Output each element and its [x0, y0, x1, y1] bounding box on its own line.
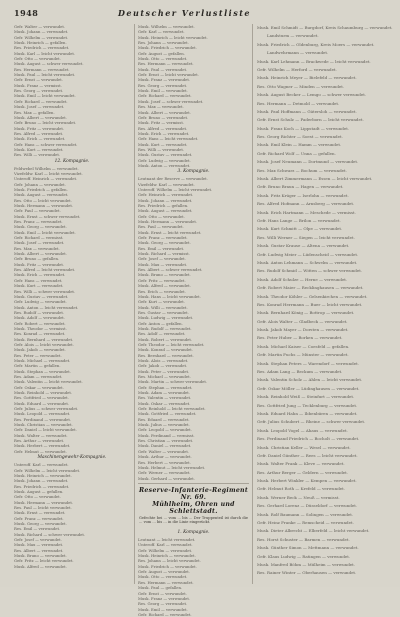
list-item: Vizefeldw. Karl — verwundet. [138, 181, 195, 187]
list-item: Res. Georg — verwundet. [138, 601, 188, 607]
list-item: Landsturm — verwundet. [267, 33, 319, 39]
list-item: Musk. Erich — verwundet. [138, 130, 190, 136]
list-item: Musk. Anton Lehmann — Schwelm — verwundet. [257, 259, 358, 265]
list-item: Musk. Eduard Hahn — Ibbenbüren — verwundet. [257, 410, 358, 416]
list-item: Gefr. Hans — leicht verwundet. [138, 136, 199, 142]
list-item: Musk. Fritz Krüger — Iserlohn — verwundet. [257, 192, 349, 198]
list-item: Gefr. Richard — verwundet. [138, 93, 192, 99]
list-item: Res. Arthur — verwundet. [14, 438, 65, 444]
list-item: Musk. Gerhard — verwundet. [138, 475, 196, 481]
list-item: Gefr. Wilhelm — verwundet. [14, 34, 69, 40]
left-block-a [14, 24, 130, 158]
right-block-a [257, 24, 393, 578]
list-item: Vizefeldw. Karl — leicht verwundet. [14, 170, 83, 176]
list-item: Res. Ferdinand — verwundet. [14, 416, 72, 422]
list-item: Gefr. Fritz — leicht verwundet. [14, 558, 74, 564]
list-item: Res. Alfred — verwundet. [138, 125, 188, 131]
list-item: Landwehrmann — verwundet. [267, 50, 329, 56]
list-item: Musk. Josef — verwundet. [14, 240, 65, 246]
list-item: Musk. Michael — verwundet. [14, 357, 71, 363]
list-item: Musk. Heinrich — leicht verwundet. [138, 34, 208, 40]
list-item: Musk. Bruno — verwundet. [14, 553, 67, 558]
list-item: Res. Franz — verwundet. [14, 219, 63, 225]
list-item: Res. Albert — schwer verwundet. [138, 267, 203, 273]
mid-subhead-1: 3. Kompagnie. [177, 169, 210, 175]
list-item: Res. Michael — verwundet. [138, 374, 191, 379]
list-item: Musk. Ferdinand — vermisst. [138, 432, 195, 438]
list-item: Gefr. Richard — verwundet. [138, 611, 192, 617]
list-item: Musk. Martin — schwer verwundet. [138, 379, 208, 385]
list-item: Musk. Arthur — verwundet. [138, 454, 192, 460]
list-item: Res. Georg — verwundet. [14, 88, 64, 94]
list-item: Res. Friedrich — verwundet. [14, 483, 70, 489]
list-item: Musk. Christian Keller — Wesel — verwundet. [257, 444, 351, 450]
list-item: Unteroff. Karl — verwundet. [138, 542, 193, 548]
list-item: Musk. Albert — verwundet. [138, 109, 191, 115]
list-item: Gefr. Reinhold — leicht verwundet. [138, 406, 206, 412]
list-item: Gefr. Stephan — verwundet. [138, 384, 193, 390]
list-item: Gefr. Julius — schwer verwundet. [14, 406, 79, 412]
list-item: Musk. Manfred Böhm — Mülheim — verwundet. [257, 562, 356, 567]
list-item: Res. Paul — verwundet. [138, 224, 184, 230]
list-item: Musk. Kurt — verwundet. [138, 141, 188, 147]
list-item: Gefr. Franz — verwundet. [14, 515, 64, 521]
list-item: Musk. Daniel — verwundet. [138, 443, 192, 449]
list-item: Gefr. Bruno Braun — Hagen — verwundet. [257, 184, 344, 190]
list-item: Musk. Friedrich — gefallen. [14, 186, 68, 192]
list-item: Gefr. Robert — verwundet. [14, 320, 66, 326]
list-item: Res. Emil — verwundet. [14, 526, 61, 532]
list-item: Musk. Georg — verwundet. [14, 520, 67, 526]
list-item: Res. Georg — verwundet. [138, 82, 188, 88]
list-item: Musk. Otto — verwundet. [138, 56, 188, 62]
list-item: Res. Friedrich — verwundet. [14, 45, 70, 51]
list-item: Musk. Rudolf — verwundet. [138, 325, 192, 331]
mid-block-a [138, 24, 249, 168]
mid-block-b [138, 176, 249, 481]
list-item: Musk. Hans — leicht verwundet. [138, 293, 201, 299]
regiment-subtitle: Mühlheim, Ohren und Schlettstadt. [152, 500, 235, 515]
list-item: Res. Johann — verwundet. [138, 40, 189, 46]
left-column [14, 24, 134, 584]
section-rule [138, 483, 249, 484]
list-item: Musk. Adam — verwundet. [138, 390, 191, 396]
list-item: Musk. Max — verwundet. [138, 261, 188, 267]
list-item: Gefr. Johann — verwundet. [14, 181, 66, 187]
list-item: Musk. Richard — vermisst. [138, 251, 191, 257]
list-item: Gefr. Bruno — verwundet. [138, 114, 189, 120]
list-item: Gefr. Richard Wolf — Unna — gefallen. [257, 150, 336, 156]
list-item: Gefr. Theodor — leicht verwundet. [138, 341, 205, 347]
list-item: Gefr. Otto — verwundet. [14, 56, 61, 62]
list-item: Musk. Ludwig — verwundet. [138, 315, 194, 321]
list-item: Res. Peter Huber — Borken — verwundet. [257, 335, 343, 341]
list-item: Musk. August — verwundet. [138, 208, 193, 214]
list-item: Gefr. Oskar Möller — Lüdinghausen — verwundet. [257, 385, 360, 391]
list-item: Res. Hermann — verwundet. [138, 579, 194, 585]
list-item: Musk. Bruno — verwundet. [138, 272, 191, 278]
list-item: Musk. Anton — leicht verwundet. [14, 304, 79, 310]
list-item: Res. Arthur Berger — Geldern — verwundet. [257, 469, 349, 475]
list-item: Res. Rudolf Schmid — Witten — schwer verwundet. [257, 268, 363, 274]
list-item: Musk. Gustav — verwundet. [14, 293, 69, 299]
list-item: Gefr. Ernst — verwundet. [14, 77, 63, 83]
list-item: Res. Alfred Hofmann — Arnsberg — verwundet. [257, 201, 355, 207]
list-item: Gefr. Heinz Franke — Remscheid — verwundet. [257, 520, 354, 526]
list-item: Res. Gustav — verwundet. [138, 309, 189, 315]
list-item: Gefr. Ernst Schulz — Paderborn — leicht verwundet. [257, 117, 364, 123]
list-item: Musk. Kurt — verwundet. [14, 283, 64, 289]
list-item: Musk. Gustav — verwundet. [138, 152, 193, 158]
list-item: Musk. Erich — verwundet. [14, 272, 66, 278]
list-item: Musk. Hermann — verwundet. [138, 219, 198, 225]
list-item: Musk. Walter — verwundet. [14, 432, 68, 438]
list-item: Res. Max — gefallen. [14, 109, 55, 115]
list-item: Musk. Johann — verwundet. [14, 29, 69, 35]
list-item: Musk. Reinhold Weiß — Steinfurt — verwundet. [257, 394, 355, 400]
list-item: Gefr. Klaus Ludwig — Ratingen — verwundet. [257, 553, 351, 559]
page-number: 1948 [14, 8, 39, 18]
list-item: Res. Willi Werner — Siegen — leicht verwundet. [257, 234, 355, 240]
list-item: Musk. Christian — verwundet. [14, 422, 73, 428]
list-item: Feldwebel Wilhelm — verwundet. [14, 165, 79, 171]
list-item: Musk. Josef — verwundet. [14, 104, 65, 110]
list-item: Leutnant der Reserve — verwundet. [138, 176, 208, 182]
list-item: Res. Gottfried — verwundet. [14, 395, 69, 401]
list-item: Gefr. Richard — verwundet. [14, 98, 68, 104]
middle-column [134, 24, 252, 617]
list-item: Res. Peter — verwundet. [14, 352, 62, 358]
list-item: Gefr. Jakob — verwundet. [138, 363, 188, 369]
list-item: Res. Ferdinand Friedrich — Bocholt — verwundet. [257, 436, 360, 442]
list-item: Musk. Friedrich — Oldenburg, Kreis Moers — verwundet. [257, 41, 375, 47]
list-item: Musk. Leopold — verwundet. [14, 411, 71, 417]
list-item: Gefr. Martin — gefallen. [14, 363, 61, 369]
list-item: Musk. Wilhelm — verwundet. [138, 24, 195, 29]
list-item: Musk. Ernst — verwundet. [14, 510, 66, 516]
page-title: Deutscher Verlustliste [117, 8, 251, 18]
list-item: Unteroff. Karl — verwundet. [14, 462, 69, 468]
list-item: Gefr. Bruno — leicht verwundet. [14, 120, 77, 126]
list-item: Musk. Max — verwundet. [14, 542, 64, 548]
list-item: Gefr. Alois — leicht verwundet. [14, 341, 74, 347]
list-item: Gefr. Ludwig — verwundet. [14, 299, 67, 305]
list-item: Gefr. Heinrich — verwundet. [138, 192, 194, 198]
list-item: Res. Eduard — verwundet. [138, 416, 190, 422]
list-item: Musk. August — verwundet. [14, 192, 69, 198]
list-item: Musk. Albert — verwundet. [14, 251, 67, 257]
list-item: Res. Valentin — verwundet. [138, 395, 192, 401]
list-item: Gefr. Otto — verwundet. [14, 494, 61, 500]
list-item: Res. Alfred — verwundet. [14, 130, 64, 136]
list-item: Gefr. August — verwundet. [138, 569, 191, 575]
list-item: Res. Christian — verwundet. [138, 438, 194, 444]
list-item: Gefr. Karl — verwundet. [138, 29, 185, 35]
list-item: Musk. Günther Simon — Mettmann — verwundet. [257, 545, 359, 551]
list-item: Musk. Rolf Baumann — Solingen — verwundet. [257, 511, 354, 517]
list-item: Gefr. Werner — verwundet. [138, 470, 191, 476]
list-item: Musk. Johann — verwundet. [14, 478, 69, 484]
list-item: Musk. Herbert Winkler — Kempen — verwundet. [257, 478, 357, 484]
list-item: Musk. Karl Lehmann — Brackwede — leicht verwundet. [257, 58, 371, 64]
list-item: Gefr. Daniel — leicht verwundet. [14, 427, 77, 433]
list-item: Musk. Erich — verwundet. [14, 136, 66, 142]
list-item: Res. Friedrich — gefallen. [138, 203, 189, 208]
list-item: Gefr. Walter — verwundet. [14, 24, 66, 29]
list-item: Res. Adolf — verwundet. [138, 331, 186, 337]
list-item: Gefr. Wilhelm — leicht verwundet. [14, 467, 81, 473]
list-item: Gefr. Richard — vermisst. [14, 235, 64, 241]
list-item: Musk. Fritz — vermisst. [138, 120, 185, 126]
list-item: Musk. Johann — verwundet. [138, 197, 193, 203]
list-item: Musk. Robert — verwundet. [138, 336, 193, 342]
list-item: Res. Hermann — verwundet. [138, 61, 194, 67]
list-item: Gefr. Ernst — leicht verwundet. [138, 72, 199, 78]
list-item: Gefr. Robert Maier — Recklinghausen — verwundet. [257, 285, 364, 291]
list-item: Musk. Franz Koch — Lippstadt — verwundet. [257, 125, 350, 131]
list-item: Musk. Heinrich Meyer — Bielefeld — verwundet. [257, 75, 357, 81]
list-item: Res. Horst Schuster — Barmen — verwundet. [257, 536, 350, 542]
regiment-notice-body: Gefechte bei ... vom ... bis ... Der Truppenteil ist durch die ... vom ... bis ... in die Linie eingerückt. [139, 515, 248, 525]
list-item: Res. Adam Lang — Beckum — verwundet. [257, 369, 343, 375]
list-item: Res. Erich — verwundet. [138, 288, 186, 294]
list-item: Res. Max — verwundet. [138, 104, 184, 110]
list-item: Musk. Adolf — verwundet. [14, 315, 66, 321]
text-columns [14, 24, 393, 617]
list-item: Gefr. Helmut — verwundet. [14, 448, 67, 454]
list-item: Musk. Anton — verwundet. [138, 162, 191, 168]
list-item: Musk. Heinrich — gefallen. [14, 40, 67, 46]
list-item: Gefr. Ludwig — verwundet. [138, 157, 191, 163]
list-item: Musk. Georg — verwundet. [138, 240, 191, 246]
list-item: Musk. Emil — verwundet. [138, 606, 188, 612]
page-header [14, 6, 393, 20]
list-item: Gefr. Otto — verwundet. [138, 213, 185, 219]
list-item: Gefr. Anton — gefallen. [138, 320, 183, 326]
left-block-b [14, 166, 130, 455]
list-item: Musk. Paul — verwundet. [138, 66, 188, 72]
list-item: Musk. Ernst — schwer verwundet. [14, 213, 81, 219]
list-item: Musk. Herbert — verwundet. [14, 443, 71, 449]
list-item: Musk. Hermann — verwundet. [14, 499, 74, 505]
left-subhead-1: 12. Kompagnie. [54, 158, 90, 164]
list-item: Musk. Reinhold — verwundet. [14, 390, 73, 396]
list-item: Musk. Friedrich — verwundet. [138, 45, 197, 51]
list-item: Res. Herbert — verwundet. [138, 459, 191, 465]
list-item: Musk. Albert — verwundet. [14, 114, 67, 120]
list-item: Gefr. Josef — verwundet. [138, 256, 186, 262]
list-item: Gefr. Fritz — verwundet. [138, 277, 186, 283]
list-item: Res. Gerhard Lorenz — Düsseldorf — verwundet. [257, 503, 358, 509]
list-item: Musk. Kurt Schmitt — Olpe — verwundet. [257, 226, 343, 232]
list-item: Gefr. Walter — verwundet. [138, 448, 190, 454]
list-item: Musk. Josef — schwer verwundet. [138, 98, 204, 104]
list-item: Musk. Emil — verwundet. [138, 88, 188, 94]
list-item: Musk. Kurt — verwundet. [14, 146, 64, 152]
list-item: Gefr. Wilhelm — verwundet. [138, 547, 193, 553]
list-item: Gefr. Hans — schwer verwundet. [14, 141, 78, 147]
list-item: Gefr. August — gefallen. [138, 50, 185, 56]
list-item: Musk. Konrad — verwundet. [138, 347, 193, 353]
list-item: Musk. Gottfried — verwundet. [138, 411, 197, 417]
list-item: Res. Emil — verwundet. [138, 245, 185, 251]
list-item: Musk. Emil — leicht verwundet. [14, 93, 76, 99]
list-item: Res. Hermann — Detmold — verwundet. [257, 100, 340, 106]
list-item: Musk. Alfred — verwundet. [14, 563, 67, 569]
list-item: Musk. Erich Hartmann — Meschede — vermisst. [257, 209, 356, 215]
list-item: Gefr. Daniel Günther — Rees — leicht verwundet. [257, 452, 358, 458]
list-item: Res. Willi — schwer verwundet. [14, 288, 76, 294]
list-item: Musk. Paul Hoffmann — Gütersloh — verwundet. [257, 108, 357, 114]
list-item: Gefr. Josef — verwundet. [14, 536, 62, 542]
list-item: Musk. Julius — verwundet. [138, 422, 190, 428]
left-subhead-2: Maschinengewehr-Kompagnie. [37, 455, 107, 461]
list-item: Gefr. Paul — verwundet. [14, 208, 61, 214]
list-item: Musk. Richard — schwer verwundet. [14, 531, 86, 537]
list-item: Musk. Josef Neumann — Dortmund — verwundet. [257, 159, 359, 165]
list-item: Musk. Heinrich — verwundet. [14, 472, 72, 478]
list-item: Gefr. Martin Fuchs — Münster — verwundet. [257, 352, 349, 358]
list-item: Musk. Michael Kaiser — Coesfeld — gefallen. [257, 343, 350, 349]
list-item: Musk. Eduard — verwundet. [14, 400, 70, 406]
list-item: Musk. August — gefallen. [14, 488, 64, 494]
list-item: Musk. Adolf Schulze — Herne — verwundet. [257, 276, 348, 282]
list-item: Musk. Gustav Krause — Altena — verwundet. [257, 243, 350, 249]
list-item: Musk. Jakob Mayer — Dorsten — verwundet. [257, 327, 349, 333]
list-item: Musk. Alfred — verwundet. [138, 283, 191, 289]
list-item: Musk. Otto — verwundet. [138, 574, 188, 580]
list-item: Res. Bernhard — verwundet. [138, 352, 194, 358]
list-item: Musk. Peter — verwundet. [138, 368, 190, 374]
list-item: Musk. Jakob — verwundet. [14, 347, 66, 353]
list-item: Gefr. Franz — verwundet. [138, 235, 188, 241]
list-item: Gefr. Wilhelm — Herford — verwundet. [257, 66, 337, 72]
list-item: Musk. Theodor — vermisst. [14, 325, 67, 331]
list-item: Res. Hermann — verwundet. [14, 66, 70, 72]
list-item: Musk. Emil Schmidt — Burgdorf, Kreis Schaumburg — verwundet. [257, 25, 393, 30]
list-item: Musk. Franz — verwundet. [138, 77, 191, 83]
list-item: Unteroff. Heinrich — verwundet. [14, 176, 78, 182]
list-item: Res. Otto — leicht verwundet. [14, 197, 72, 203]
list-item: Res. Max Schwarz — Bochum — verwundet. [257, 167, 347, 173]
list-item: Gefr. Julius Schubert — Rheine — schwer verwundet. [257, 419, 366, 425]
list-item: Res. Willi — verwundet. [14, 152, 61, 158]
list-item: Musk. Heinrich — verwundet. [138, 553, 196, 559]
list-item: Musk. Franz — verwundet. [138, 595, 191, 601]
list-item: Gefr. Leopold — verwundet. [138, 427, 192, 433]
list-item: Res. Otto Wagner — Minden — verwundet. [257, 83, 345, 89]
list-item: Gefr. Alois Walter — Gladbeck — verwundet. [257, 318, 348, 324]
list-item: Res. Paul — leicht verwundet. [14, 504, 72, 510]
list-item: Musk. Karl — leicht verwundet. [14, 50, 76, 56]
list-item: Musk. Ernst — leicht verwundet. [138, 229, 202, 235]
list-item: Gefr. Kurt — verwundet. [138, 299, 186, 305]
mid-block-c [138, 537, 249, 617]
list-item: Musk. Georg — verwundet. [14, 224, 67, 230]
list-item: Res. Max — verwundet. [14, 245, 60, 251]
list-item: Unteroff. Wilhelm — leicht verwundet. [138, 186, 213, 192]
list-item: Musk. Friedrich — verwundet. [138, 563, 197, 569]
list-item: Res. Gottfried Jung — Tecklenburg — verwundet. [257, 402, 358, 408]
list-item: Musk. Leopold Vogel — Ahaus — verwundet. [257, 427, 348, 433]
list-item: Musk. Franz — vermisst. [14, 82, 63, 88]
list-item: Res. Konrad — verwundet. [14, 331, 66, 337]
list-item: Musk. Oskar — verwundet. [138, 400, 191, 406]
list-item: Res. Rainer Winter — Oberhausen — verwundet. [257, 570, 357, 576]
list-item: Res. Alfred — leicht verwundet. [14, 267, 76, 273]
list-item: Musk. Paul — gefallen. [138, 585, 183, 591]
list-item: Musk. Bernhard König — Bottrop — verwundet. [257, 310, 355, 316]
list-item: Musk. Stephan Peters — Warendorf — verwundet. [257, 360, 359, 366]
list-item: Res. Georg Richter — Soest — verwundet. [257, 134, 343, 140]
list-item: Res. Konrad Herrmann — Buer — leicht verwundet. [257, 301, 363, 307]
list-item: Musk. August Becker — Lemgo — schwer verwundet. [257, 92, 367, 98]
list-item: Musk. Stephan — verwundet. [14, 368, 71, 374]
list-item: Gefr. Hans — verwundet. [14, 277, 63, 283]
list-item: Gefr. Bruno — gefallen. [14, 256, 60, 262]
list-item: Gefr. Ludwig Meier — Lüdenscheid — verwundet. [257, 251, 359, 257]
list-item: Musk. Dieter Albrecht — Elberfeld — leicht verwundet. [257, 528, 370, 534]
list-item: Leutnant — leicht verwundet. [138, 537, 196, 543]
list-item: Musk. Bernhard — verwundet. [14, 336, 74, 342]
right-column [252, 24, 393, 584]
list-item: Musk. Fritz — verwundet. [14, 261, 65, 267]
list-item: Musk. Theodor Köhler — Gelsenkirchen — verwundet. [257, 293, 368, 299]
left-block-c [14, 462, 130, 569]
list-item: Musk. Fritz — verwundet. [14, 125, 65, 131]
list-item: Res. Johann — leicht verwundet. [138, 558, 201, 564]
list-item: Musk. Emil — leicht verwundet. [14, 229, 76, 235]
list-item: Musk. Valentin Scholz — Ahlen — leicht verwundet. [257, 377, 363, 383]
list-item: Musk. Paul — leicht verwundet. [14, 72, 76, 78]
list-item: Musk. August — schwer verwundet. [14, 61, 84, 67]
list-item: Musk. Werner Beck — Neuß — vermisst. [257, 494, 340, 500]
list-item: Gefr. Hans Lange — Brilon — verwundet. [257, 217, 341, 223]
list-item: Gefr. Oskar — verwundet. [14, 384, 64, 390]
list-item: Musk. Alois — verwundet. [138, 357, 189, 363]
list-item: Gefr. Helmut Roth — Krefeld — verwundet. [257, 486, 346, 492]
list-item: Res. Albert — verwundet. [14, 547, 64, 553]
regiment-title: Reserve-Infanterie-Regiment Nr. 69. [138, 486, 249, 501]
list-item: Gefr. Ernst — verwundet. [138, 590, 187, 596]
list-item: Res. Willi — verwundet. [138, 146, 185, 152]
list-item: Res. Rudolf — verwundet. [14, 309, 65, 315]
mid-subhead-2: 1. Kompagnie. [177, 530, 210, 536]
list-item: Musk. Helmut — leicht verwundet. [138, 464, 206, 470]
list-item: Res. Adam — verwundet. [14, 374, 63, 379]
list-item: Musk. Emil Klein — Hamm — verwundet. [257, 142, 342, 148]
list-item: Musk. Willi — verwundet. [138, 304, 188, 310]
list-item: Musk. Hermann — verwundet. [14, 203, 74, 208]
list-item: Musk. Valentin — leicht verwundet. [14, 379, 83, 385]
list-item: Musk. Albert Zimmermann — Essen — leicht verwundet. [257, 176, 373, 182]
regiment-notice [138, 487, 249, 527]
list-item: Musk. Walter Frank — Kleve — verwundet. [257, 461, 345, 467]
